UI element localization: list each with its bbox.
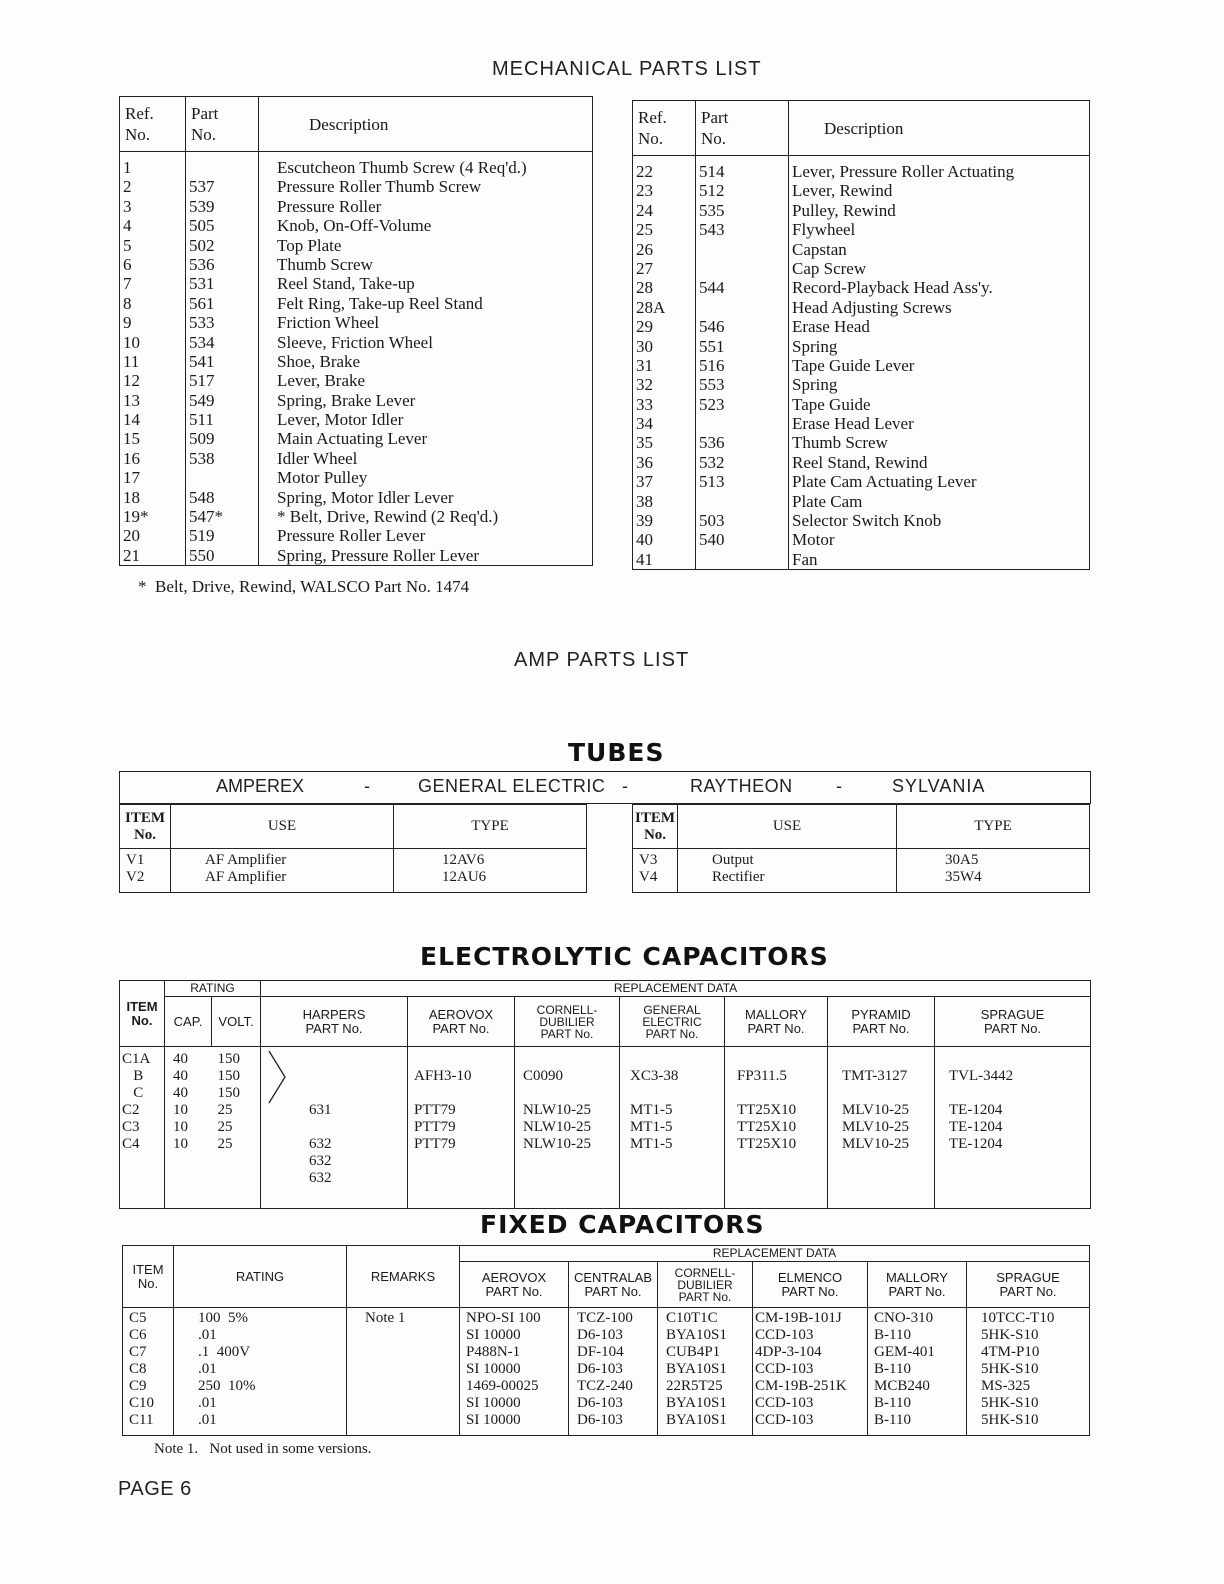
ref-header: Ref. No.: [633, 101, 696, 156]
ref-cell: 20: [120, 526, 186, 545]
parts-row: [120, 236, 593, 255]
description-cell: Reel Stand, Take-up: [259, 274, 593, 293]
rating-header: RATING: [165, 981, 261, 997]
part-cell: 548: [186, 488, 259, 507]
aerovox-header: AEROVOX PART No.: [460, 1262, 569, 1308]
parts-row: [633, 259, 1090, 278]
ref-header: Ref. No.: [120, 97, 186, 152]
description-cell: Reel Stand, Rewind: [789, 453, 1090, 472]
item-header: ITEM No.: [633, 805, 678, 849]
ref-cell: 3: [120, 197, 186, 216]
use-column: AF Amplifier AF Amplifier: [171, 849, 394, 893]
type-column: 12AV6 12AU6: [394, 849, 587, 893]
description-cell: Top Plate: [259, 236, 593, 255]
mechanical-parts-title: MECHANICAL PARTS LIST: [492, 58, 762, 80]
parts-row: [633, 337, 1090, 356]
parts-row: [633, 433, 1090, 452]
type-header: TYPE: [394, 805, 587, 849]
description-cell: Erase Head Lever: [789, 414, 1090, 433]
parts-row: [633, 511, 1090, 530]
part-cell: 539: [186, 197, 259, 216]
part-cell: 513: [696, 472, 789, 491]
description-cell: Cap Screw: [789, 259, 1090, 278]
remarks-header: REMARKS: [347, 1246, 460, 1308]
description-cell: Lever, Motor Idler: [259, 410, 593, 429]
ref-cell: 41: [633, 550, 696, 570]
description-cell: Lever, Pressure Roller Actuating: [789, 156, 1090, 182]
part-cell: 561: [186, 294, 259, 313]
type-header: TYPE: [897, 805, 1090, 849]
description-cell: Fan: [789, 550, 1090, 570]
pyramid-column: TMT-3127 MLV10-25 MLV10-25 MLV10-25: [828, 1047, 935, 1209]
part-cell: [696, 240, 789, 259]
description-cell: Tape Guide: [789, 395, 1090, 414]
ref-cell: 29: [633, 317, 696, 336]
replacement-data-header: REPLACEMENT DATA: [460, 1246, 1090, 1262]
ref-cell: 27: [633, 259, 696, 278]
item-column: V3 V4: [633, 849, 678, 893]
description-cell: Lever, Brake: [259, 371, 593, 390]
electrolytic-title: ELECTROLYTIC CAPACITORS: [420, 942, 829, 971]
use-header: USE: [678, 805, 897, 849]
part-cell: 509: [186, 429, 259, 448]
description-cell: Escutcheon Thumb Screw (4 Req'd.): [259, 152, 593, 178]
part-cell: 516: [696, 356, 789, 375]
description-cell: Spring: [789, 375, 1090, 394]
parts-row: [120, 449, 593, 468]
maker-separator: -: [622, 776, 629, 796]
part-cell: [696, 492, 789, 511]
description-cell: * Belt, Drive, Rewind (2 Req'd.): [259, 507, 593, 526]
sprague-column: 10TCC-T10 5HK-S10 4TM-P10 5HK-S10 MS-325 5HK-S10 5HK-S10: [967, 1308, 1090, 1436]
ref-cell: 33: [633, 395, 696, 414]
use-column: Output Rectifier: [678, 849, 897, 893]
description-cell: Spring: [789, 337, 1090, 356]
ref-cell: 11: [120, 352, 186, 371]
parts-row: [633, 472, 1090, 491]
amp-parts-title: AMP PARTS LIST: [514, 649, 690, 671]
aerovox-column: NPO-SI 100 SI 10000 P488N-1 SI 10000 1469-00025 SI 10000 SI 10000: [460, 1308, 569, 1436]
part-cell: 540: [696, 530, 789, 549]
description-cell: Shoe, Brake: [259, 352, 593, 371]
ref-cell: 40: [633, 530, 696, 549]
fixed-capacitors-title: FIXED CAPACITORS: [480, 1210, 765, 1239]
ref-cell: 16: [120, 449, 186, 468]
mallory-header: MALLORY PART No.: [868, 1262, 967, 1308]
parts-row: [120, 216, 593, 235]
parts-row: [633, 298, 1090, 317]
mallory-column: CNO-310 B-110 GEM-401 B-110 MCB240 B-110 B-110: [868, 1308, 967, 1436]
fixed-capacitors-note: Note 1. Not used in some versions.: [154, 1441, 372, 1457]
description-cell: Spring, Brake Lever: [259, 391, 593, 410]
part-cell: 544: [696, 278, 789, 297]
cap-column: 40 40 40 10 10 10: [165, 1047, 212, 1209]
item-column: C1A B C C2 C3 C4: [120, 1047, 165, 1209]
volt-header: VOLT.: [212, 997, 261, 1047]
ref-cell: 1: [120, 152, 186, 178]
ref-cell: 39: [633, 511, 696, 530]
pyramid-header: PYRAMID PART No.: [828, 997, 935, 1047]
parts-row: [120, 352, 593, 371]
parts-row: [120, 371, 593, 390]
harpers-header: HARPERS PART No.: [261, 997, 408, 1047]
ref-cell: 8: [120, 294, 186, 313]
part-cell: 536: [696, 433, 789, 452]
part-cell: 543: [696, 220, 789, 239]
description-cell: Friction Wheel: [259, 313, 593, 332]
part-cell: 550: [186, 546, 259, 566]
ref-cell: 30: [633, 337, 696, 356]
part-cell: 553: [696, 375, 789, 394]
description-cell: Felt Ring, Take-up Reel Stand: [259, 294, 593, 313]
part-cell: 512: [696, 181, 789, 200]
aerovox-column: AFH3-10 PTT79 PTT79 PTT79: [408, 1047, 515, 1209]
part-cell: 505: [186, 216, 259, 235]
mechanical-parts-table-left: [119, 96, 593, 566]
parts-row: [633, 220, 1090, 239]
description-cell: Sleeve, Friction Wheel: [259, 333, 593, 352]
part-cell: 537: [186, 177, 259, 196]
parts-row: [120, 410, 593, 429]
part-cell: 502: [186, 236, 259, 255]
ref-cell: 13: [120, 391, 186, 410]
sprague-header: SPRAGUE PART No.: [967, 1262, 1090, 1308]
item-header: ITEM No.: [123, 1246, 174, 1308]
description-cell: Pressure Roller: [259, 197, 593, 216]
maker-general-electric: GENERAL ELECTRIC: [418, 776, 606, 796]
parts-row: [120, 255, 593, 274]
description-cell: Knob, On-Off-Volume: [259, 216, 593, 235]
elmenco-column: CM-19B-101J CCD-103 4DP-3-104 CCD-103 CM-19B-251K CCD-103 CCD-103: [753, 1308, 868, 1436]
ref-cell: 36: [633, 453, 696, 472]
description-cell: Erase Head: [789, 317, 1090, 336]
parts-row: [120, 274, 593, 293]
part-cell: 547*: [186, 507, 259, 526]
parts-row: [633, 181, 1090, 200]
description-cell: Spring, Pressure Roller Lever: [259, 546, 593, 566]
page-label: PAGE 6: [118, 1478, 192, 1500]
part-cell: 511: [186, 410, 259, 429]
item-header: ITEM No.: [120, 805, 171, 849]
part-cell: [186, 468, 259, 487]
part-cell: 551: [696, 337, 789, 356]
cornell-dubilier-column: C0090 NLW10-25 NLW10-25 NLW10-25: [515, 1047, 620, 1209]
harpers-column: [261, 1047, 408, 1209]
ref-cell: 25: [633, 220, 696, 239]
description-header: Description: [789, 101, 1090, 156]
sprague-header: SPRAGUE PART No.: [935, 997, 1091, 1047]
description-cell: Lever, Rewind: [789, 181, 1090, 200]
description-header: Description: [259, 97, 593, 152]
part-cell: 523: [696, 395, 789, 414]
parts-row: [120, 152, 593, 178]
cornell-dubilier-header: CORNELL- DUBILIER PART No.: [658, 1262, 753, 1308]
tubes-title: TUBES: [568, 738, 665, 767]
description-cell: Plate Cam Actuating Lever: [789, 472, 1090, 491]
electrolytic-table: [119, 980, 1091, 1209]
part-cell: 536: [186, 255, 259, 274]
parts-row: [120, 294, 593, 313]
parts-row: [633, 492, 1090, 511]
rating-column: 100 5% .01 .1 400V .01 250 10% .01 .01: [174, 1308, 347, 1436]
description-cell: Thumb Screw: [259, 255, 593, 274]
centralab-header: CENTRALAB PART No.: [569, 1262, 658, 1308]
tubes-table-left: [119, 804, 587, 893]
use-header: USE: [171, 805, 394, 849]
cap-header: CAP.: [165, 997, 212, 1047]
parts-row: [633, 453, 1090, 472]
remarks-column: Note 1: [347, 1308, 460, 1436]
part-cell: 533: [186, 313, 259, 332]
description-cell: Motor: [789, 530, 1090, 549]
maker-raytheon: RAYTHEON: [690, 776, 793, 796]
parts-row: [120, 333, 593, 352]
general-electric-header: GENERAL ELECTRIC PART No.: [620, 997, 725, 1047]
ref-cell: 6: [120, 255, 186, 274]
description-cell: Selector Switch Knob: [789, 511, 1090, 530]
description-cell: Flywheel: [789, 220, 1090, 239]
part-cell: 549: [186, 391, 259, 410]
harpers-values: 631 632 632 632: [309, 1102, 332, 1186]
parts-row: [633, 356, 1090, 375]
parts-row: [633, 240, 1090, 259]
type-column: 30A5 35W4: [897, 849, 1090, 893]
ref-cell: 35: [633, 433, 696, 452]
description-cell: Capstan: [789, 240, 1090, 259]
part-cell: 519: [186, 526, 259, 545]
parts-row: [633, 317, 1090, 336]
parts-row: [633, 530, 1090, 549]
parts-row: [120, 177, 593, 196]
centralab-column: TCZ-100 D6-103 DF-104 D6-103 TCZ-240 D6-103 D6-103: [569, 1308, 658, 1436]
parts-row: [120, 488, 593, 507]
item-column: V1 V2: [120, 849, 171, 893]
mallory-column: FP311.5 TT25X10 TT25X10 TT25X10: [725, 1047, 828, 1209]
part-cell: 532: [696, 453, 789, 472]
replacement-data-header: REPLACEMENT DATA: [261, 981, 1091, 997]
parts-row: [120, 507, 593, 526]
fixed-capacitors-table: [122, 1245, 1090, 1436]
description-cell: Record-Playback Head Ass'y.: [789, 278, 1090, 297]
ref-cell: 28: [633, 278, 696, 297]
maker-separator: -: [364, 776, 371, 796]
ref-cell: 37: [633, 472, 696, 491]
parts-row: [120, 546, 593, 566]
rating-header: RATING: [174, 1246, 347, 1308]
part-cell: 534: [186, 333, 259, 352]
part-cell: 517: [186, 371, 259, 390]
cornell-dubilier-column: C10T1C BYA10S1 CUB4P1 BYA10S1 22R5T25 BYA10S1 BYA10S1: [658, 1308, 753, 1436]
parts-row: [120, 468, 593, 487]
ref-cell: 26: [633, 240, 696, 259]
parts-row: [633, 201, 1090, 220]
part-cell: 535: [696, 201, 789, 220]
description-cell: Pressure Roller Thumb Screw: [259, 177, 593, 196]
description-cell: Main Actuating Lever: [259, 429, 593, 448]
parts-row: [120, 391, 593, 410]
item-header: ITEM No.: [120, 981, 165, 1047]
part-cell: [696, 259, 789, 278]
ref-cell: 12: [120, 371, 186, 390]
tubes-maker-bar: [119, 771, 1091, 804]
ref-cell: 32: [633, 375, 696, 394]
parts-row: [633, 278, 1090, 297]
part-cell: 514: [696, 156, 789, 182]
description-cell: Idler Wheel: [259, 449, 593, 468]
ref-cell: 31: [633, 356, 696, 375]
parts-row: [120, 197, 593, 216]
parts-row: [120, 313, 593, 332]
part-cell: 541: [186, 352, 259, 371]
ref-cell: 21: [120, 546, 186, 566]
aerovox-header: AEROVOX PART No.: [408, 997, 515, 1047]
ref-cell: 28A: [633, 298, 696, 317]
mechanical-footnote: * Belt, Drive, Rewind, WALSCO Part No. 1474: [138, 577, 470, 596]
part-cell: [186, 152, 259, 178]
bracket-icon: [265, 1049, 289, 1105]
ref-cell: 5: [120, 236, 186, 255]
ref-cell: 38: [633, 492, 696, 511]
part-cell: 503: [696, 511, 789, 530]
description-cell: Spring, Motor Idler Lever: [259, 488, 593, 507]
ref-cell: 19*: [120, 507, 186, 526]
volt-column: 150 150 150 25 25 25: [212, 1047, 261, 1209]
ref-cell: 2: [120, 177, 186, 196]
parts-row: [633, 156, 1090, 182]
ref-cell: 4: [120, 216, 186, 235]
description-cell: Pressure Roller Lever: [259, 526, 593, 545]
parts-row: [633, 550, 1090, 570]
ref-cell: 15: [120, 429, 186, 448]
part-cell: 546: [696, 317, 789, 336]
maker-sylvania: SYLVANIA: [892, 776, 986, 796]
part-cell: [696, 414, 789, 433]
cornell-dubilier-header: CORNELL- DUBILIER PART No.: [515, 997, 620, 1047]
item-column: C5 C6 C7 C8 C9 C10 C11: [123, 1308, 174, 1436]
part-header: Part No.: [696, 101, 789, 156]
ref-cell: 24: [633, 201, 696, 220]
part-header: Part No.: [186, 97, 259, 152]
mechanical-parts-table-right: [632, 100, 1090, 570]
parts-row: [120, 429, 593, 448]
part-cell: [696, 550, 789, 570]
parts-row: [633, 395, 1090, 414]
ref-cell: 22: [633, 156, 696, 182]
parts-row: [120, 526, 593, 545]
sprague-column: TVL-3442 TE-1204 TE-1204 TE-1204: [935, 1047, 1091, 1209]
parts-row: [633, 375, 1090, 394]
ref-cell: 14: [120, 410, 186, 429]
description-cell: Plate Cam: [789, 492, 1090, 511]
ref-cell: 23: [633, 181, 696, 200]
maker-amperex: AMPEREX: [216, 776, 305, 796]
ref-cell: 17: [120, 468, 186, 487]
ref-cell: 34: [633, 414, 696, 433]
part-cell: 538: [186, 449, 259, 468]
parts-row: [633, 414, 1090, 433]
tubes-table-right: [632, 804, 1090, 893]
part-cell: 531: [186, 274, 259, 293]
ref-cell: 7: [120, 274, 186, 293]
ref-cell: 10: [120, 333, 186, 352]
description-cell: Motor Pulley: [259, 468, 593, 487]
description-cell: Tape Guide Lever: [789, 356, 1090, 375]
description-cell: Thumb Screw: [789, 433, 1090, 452]
general-electric-column: XC3-38 MT1-5 MT1-5 MT1-5: [620, 1047, 725, 1209]
part-cell: [696, 298, 789, 317]
ref-cell: 9: [120, 313, 186, 332]
maker-separator: -: [836, 776, 843, 796]
ref-cell: 18: [120, 488, 186, 507]
mallory-header: MALLORY PART No.: [725, 997, 828, 1047]
description-cell: Pulley, Rewind: [789, 201, 1090, 220]
description-cell: Head Adjusting Screws: [789, 298, 1090, 317]
elmenco-header: ELMENCO PART No.: [753, 1262, 868, 1308]
